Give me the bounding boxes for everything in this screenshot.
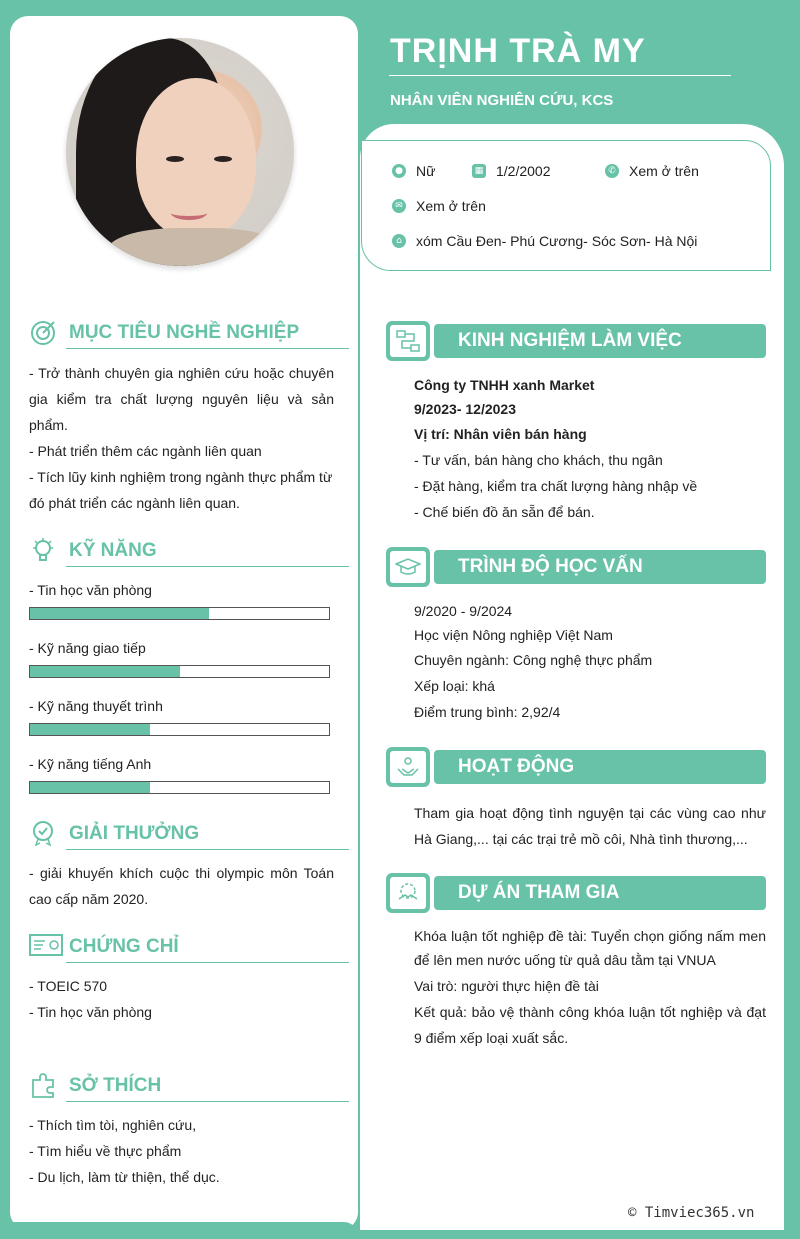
bottom-strip (10, 1222, 358, 1239)
education-icon-box (386, 547, 430, 587)
name-divider (389, 75, 731, 76)
skill-label: - Kỹ năng giao tiếp (29, 640, 146, 656)
skill-label: - Tin học văn phòng (29, 582, 152, 598)
skill-bar (29, 723, 330, 736)
volunteer-hands-icon (396, 755, 420, 779)
hobby-item: - Thích tìm tòi, nghiên cứu, (29, 1117, 197, 1133)
skill-bar (29, 781, 330, 794)
experience-duty: - Chế biến đồ ăn sẵn để bán. (414, 504, 595, 520)
experience-header (434, 324, 766, 358)
activities-icon-box (386, 747, 430, 787)
experience-title: KINH NGHIỆM LÀM VIỆC (458, 330, 682, 351)
activities-title: HOẠT ĐỘNG (458, 756, 575, 777)
experience-company: Công ty TNHH xanh Market (414, 377, 595, 393)
skill-bar (29, 607, 330, 620)
calendar-icon: ▦ (472, 164, 486, 178)
education-line: Xếp loại: khá (414, 678, 495, 694)
objective-line-3: - Tích lũy kinh nghiệm trong ngành thực phẩm từ đó phát triển các ngành liên quan. (29, 469, 333, 511)
certificates-title: CHỨNG CHỈ (69, 936, 179, 957)
objective-divider (66, 348, 349, 349)
certificate-item: - TOEIC 570 (29, 978, 108, 994)
experience-duty: - Đặt hàng, kiểm tra chất lượng hàng nhập về (414, 478, 698, 494)
projects-icon-box (386, 873, 430, 913)
projects-line: Vai trò: người thực hiện đề tài (414, 978, 599, 994)
certificates-divider (66, 962, 349, 963)
objective-title: MỤC TIÊU NGHỀ NGHIỆP (69, 322, 300, 343)
projects-header (434, 876, 766, 910)
education-line: Điểm trung bình: 2,92/4 (414, 704, 561, 720)
lightbulb-icon (30, 537, 56, 563)
skill-fill (30, 608, 209, 619)
experience-icon-box (386, 321, 430, 361)
awards-divider (66, 849, 349, 850)
skills-title: KỸ NĂNG (69, 540, 157, 561)
email-value: Xem ở trên (416, 198, 486, 214)
experience-duty: - Tư vấn, bán hàng cho khách, thu ngân (414, 452, 663, 468)
medal-icon (30, 820, 56, 846)
target-icon (30, 320, 56, 346)
experience-position: Vị trí: Nhân viên bán hàng (414, 426, 587, 442)
address-value: xóm Cầu Đen- Phú Cương- Sóc Sơn- Hà Nội (416, 233, 698, 249)
avatar (66, 38, 294, 266)
hobbies-title: SỞ THÍCH (69, 1075, 162, 1096)
skills-divider (66, 566, 349, 567)
skill-fill (30, 724, 150, 735)
gender-value: Nữ (416, 163, 436, 179)
workflow-icon (396, 330, 420, 352)
skill-fill (30, 782, 150, 793)
dob-item (472, 163, 551, 179)
graduation-cap-icon (395, 557, 421, 577)
projects-title: DỰ ÁN THAM GIA (458, 882, 620, 903)
phone-item (605, 163, 699, 179)
education-line: Chuyên ngành: Công nghệ thực phẩm (414, 652, 653, 668)
awards-title: GIẢI THƯỞNG (69, 823, 200, 844)
education-line: 9/2020 - 9/2024 (414, 603, 513, 619)
objective-line-1: - Trở thành chuyên gia nghiên cứu hoặc chuyên gia kiểm tra chất lượng nguyên liệu và sản phẩm. (29, 365, 334, 433)
objective-line-2: - Phát triển thêm các ngành liên quan (29, 443, 262, 459)
certificate-icon (29, 933, 63, 959)
footer-watermark: © Timviec365.vn (628, 1205, 755, 1221)
home-icon: ⌂ (392, 234, 406, 248)
experience-period: 9/2023- 12/2023 (414, 401, 516, 417)
skill-fill (30, 666, 180, 677)
certificate-item: - Tin học văn phòng (29, 1004, 152, 1020)
dob-value: 1/2/2002 (496, 163, 551, 179)
hobby-item: - Tìm hiểu về thực phẩm (29, 1143, 182, 1159)
projects-line: Kết quả: bảo vệ thành công khóa luận tốt nghiệp và đạt 9 điểm xếp loại xuất sắc. (414, 1004, 766, 1046)
activities-text: Tham gia hoạt động tình nguyện tại các vùng cao như Hà Giang,... tại các trại trẻ mồ côi, Nhà tình thương,... (414, 805, 766, 847)
email-item (392, 198, 486, 214)
awards-text: - giải khuyến khích cuộc thi olympic môn Toán cao cấp năm 2020. (29, 865, 334, 907)
job-title: NHÂN VIÊN NGHIÊN CỨU, KCS (390, 92, 614, 109)
skill-label: - Kỹ năng tiếng Anh (29, 756, 152, 772)
hobbies-divider (66, 1101, 349, 1102)
email-icon: ✉ (392, 199, 406, 213)
projects-line: Khóa luận tốt nghiệp đề tài: Tuyển chọn giống nấm men để lên men nước uống từ quả dâu tằm tại VNUA (414, 928, 766, 968)
phone-icon: ✆ (605, 164, 619, 178)
gender-item (392, 163, 435, 179)
skill-bar (29, 665, 330, 678)
skill-label: - Kỹ năng thuyết trình (29, 698, 163, 714)
hobby-item: - Du lịch, làm từ thiện, thể dục. (29, 1169, 220, 1185)
activities-header (434, 750, 766, 784)
phone-value: Xem ở trên (629, 163, 699, 179)
address-item (392, 233, 697, 249)
puzzle-icon (30, 1072, 56, 1098)
handshake-gear-icon (396, 881, 420, 905)
candidate-name: TRỊNH TRÀ MY (390, 32, 646, 70)
user-icon: ● (392, 164, 406, 178)
contact-info-box (361, 140, 771, 271)
education-title: TRÌNH ĐỘ HỌC VẤN (458, 556, 643, 577)
education-line: Học viện Nông nghiệp Việt Nam (414, 627, 613, 643)
education-header (434, 550, 766, 584)
